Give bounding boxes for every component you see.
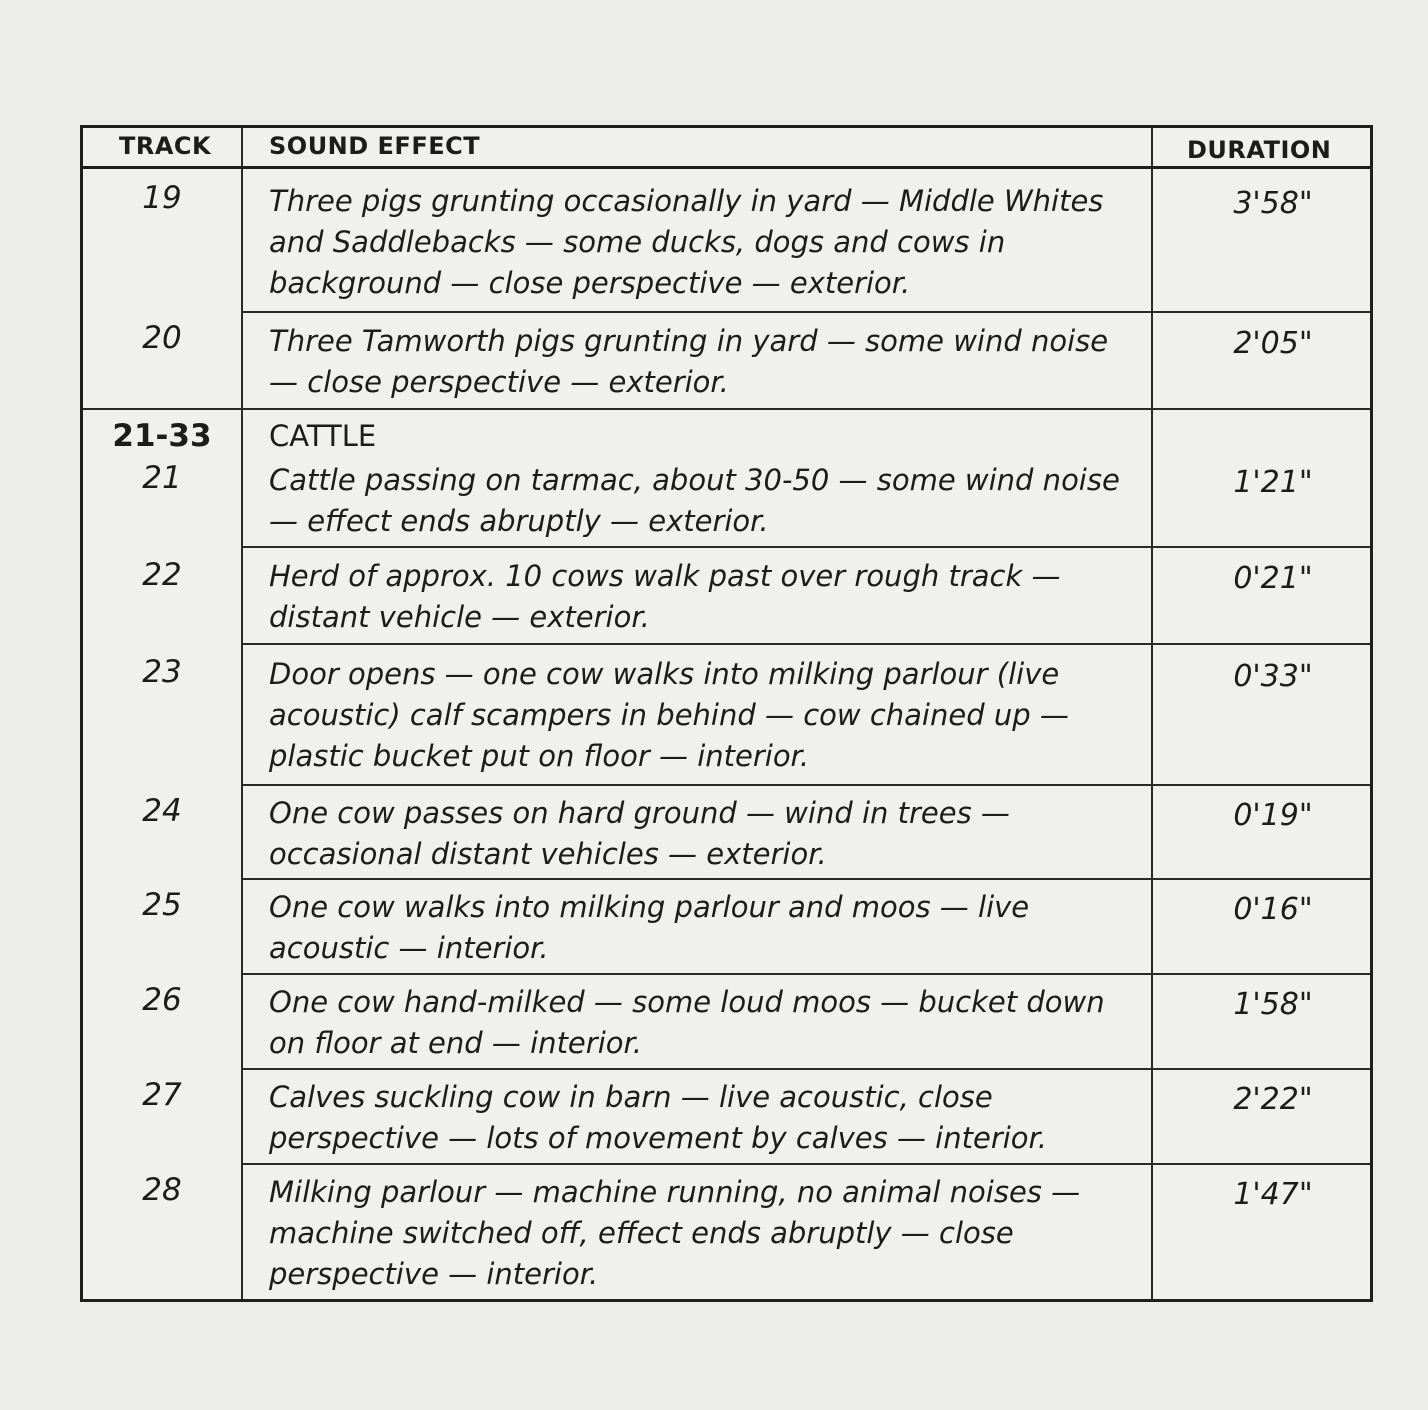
track-number: 24: [142, 793, 182, 829]
group-title: CATTLE: [269, 419, 377, 453]
effect-description: Herd of approx. 10 cows walk past over rough track — distant vehicle — exterior.: [269, 559, 1061, 634]
track-duration: 0'33": [1233, 659, 1313, 694]
header-sound-effect: SOUND EFFECT: [269, 132, 481, 160]
row-divider: [241, 643, 1370, 645]
effect-description: Three pigs grunting occasionally in yard — Middle Whites and Saddlebacks — some ducks, dogs and cows in background — close perspective — exterior.: [269, 184, 1104, 300]
track-duration: 3'58": [1233, 186, 1313, 221]
track-number: 26: [142, 982, 182, 1018]
track-number: 23: [142, 654, 182, 690]
row-divider: [241, 1068, 1370, 1070]
track-number: 25: [142, 887, 182, 923]
track-number: 28: [142, 1172, 182, 1208]
track-number: 21: [142, 460, 182, 496]
header-track: TRACK: [119, 132, 212, 160]
track-number: 19: [142, 180, 182, 216]
track-number: 27: [142, 1077, 182, 1113]
effect-description: Calves suckling cow in barn — live acoustic, close perspective — lots of movement by calves — interior.: [269, 1080, 1048, 1155]
effect-description: Door opens — one cow walks into milking parlour (live acoustic) calf scampers in behind — cow chained up — plastic bucket put on floor — interior.: [269, 657, 1069, 773]
track-number: 20: [142, 320, 182, 356]
track-duration: 0'16": [1233, 892, 1313, 927]
track-duration: 1'58": [1233, 987, 1313, 1022]
row-divider: [241, 784, 1370, 786]
track-duration: 1'47": [1233, 1177, 1313, 1212]
group-divider: [83, 408, 1370, 410]
effect-description: One cow hand-milked — some loud moos — bucket down on floor at end — interior.: [269, 985, 1105, 1060]
row-divider: [241, 311, 1370, 313]
effect-description: Milking parlour — machine running, no animal noises — machine switched off, effect ends abruptly — close perspective — interior.: [269, 1175, 1081, 1291]
row-divider: [241, 878, 1370, 880]
column-divider: [1151, 128, 1153, 1299]
effect-description: One cow walks into milking parlour and moos — live acoustic — interior.: [269, 890, 1030, 965]
effect-description: Three Tamworth pigs grunting in yard — some wind noise — close perspective — exterior.: [269, 324, 1109, 399]
header-rule: [83, 166, 1370, 169]
row-divider: [241, 973, 1370, 975]
row-divider: [241, 546, 1370, 548]
track-duration: 1'21": [1233, 465, 1313, 500]
header-duration: DURATION: [1187, 136, 1332, 164]
track-duration: 2'05": [1233, 326, 1313, 361]
column-divider: [241, 128, 243, 1299]
effect-description: One cow passes on hard ground — wind in trees — occasional distant vehicles — exterior.: [269, 796, 1010, 871]
track-duration: 2'22": [1233, 1082, 1313, 1117]
effect-description: Cattle passing on tarmac, about 30-50 — some wind noise — effect ends abruptly — exterior.: [269, 463, 1120, 538]
track-duration: 0'21": [1233, 561, 1313, 596]
row-divider: [241, 1163, 1370, 1165]
group-track-range: 21-33: [112, 418, 212, 454]
track-number: 22: [142, 557, 182, 593]
track-table: [80, 125, 1373, 1302]
track-duration: 0'19": [1233, 798, 1313, 833]
